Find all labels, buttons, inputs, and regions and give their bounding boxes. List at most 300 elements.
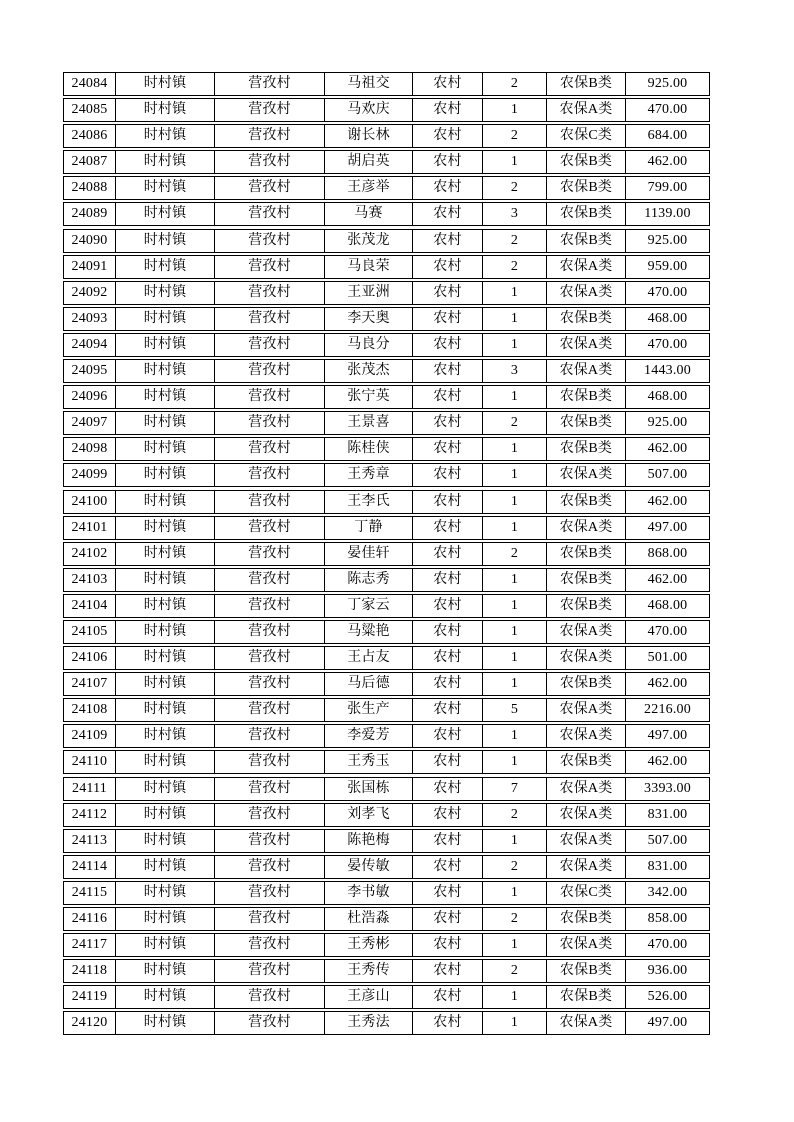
table-cell-residence-type: 农村 — [413, 202, 483, 226]
table-cell-amount: 462.00 — [626, 672, 710, 696]
table-cell-person-count: 1 — [483, 1011, 547, 1035]
table-cell-town: 时村镇 — [116, 1011, 215, 1035]
table-cell-amount: 925.00 — [626, 229, 710, 253]
table-cell-amount: 497.00 — [626, 516, 710, 540]
table-cell-village: 营孜村 — [215, 411, 325, 435]
table-cell-serial-number: 24096 — [63, 385, 116, 409]
table-cell-serial-number: 24103 — [63, 568, 116, 592]
table-cell-name: 马赛 — [325, 202, 413, 226]
table-cell-amount: 497.00 — [626, 1011, 710, 1035]
table-cell-town: 时村镇 — [116, 855, 215, 879]
table-cell-residence-type: 农村 — [413, 385, 483, 409]
table-cell-residence-type: 农村 — [413, 463, 483, 487]
table-cell-town: 时村镇 — [116, 803, 215, 827]
table-cell-insurance-category: 农保A类 — [547, 777, 626, 801]
table-cell-insurance-category: 农保A类 — [547, 463, 626, 487]
table-cell-village: 营孜村 — [215, 672, 325, 696]
table-cell-town: 时村镇 — [116, 229, 215, 253]
table-cell-village: 营孜村 — [215, 594, 325, 618]
table-row — [63, 855, 710, 879]
table-cell-serial-number: 24112 — [63, 803, 116, 827]
table-row — [63, 281, 710, 305]
table-cell-residence-type: 农村 — [413, 359, 483, 383]
table-row — [63, 98, 710, 122]
table-cell-village: 营孜村 — [215, 646, 325, 670]
table-cell-insurance-category: 农保A类 — [547, 803, 626, 827]
table-cell-amount: 342.00 — [626, 881, 710, 905]
table-cell-name: 李书敏 — [325, 881, 413, 905]
table-row — [63, 907, 710, 931]
table-cell-village: 营孜村 — [215, 777, 325, 801]
table-cell-name: 王秀玉 — [325, 750, 413, 774]
table-cell-insurance-category: 农保C类 — [547, 881, 626, 905]
table-row — [63, 307, 710, 331]
table-cell-serial-number: 24088 — [63, 176, 116, 200]
table-cell-village: 营孜村 — [215, 281, 325, 305]
table-cell-town: 时村镇 — [116, 307, 215, 331]
table-cell-village: 营孜村 — [215, 98, 325, 122]
table-cell-residence-type: 农村 — [413, 124, 483, 148]
table-cell-serial-number: 24115 — [63, 881, 116, 905]
table-cell-insurance-category: 农保B类 — [547, 672, 626, 696]
table-cell-amount: 3393.00 — [626, 777, 710, 801]
table-cell-residence-type: 农村 — [413, 229, 483, 253]
table-cell-person-count: 2 — [483, 124, 547, 148]
table-row — [63, 620, 710, 644]
table-cell-insurance-category: 农保B类 — [547, 985, 626, 1009]
table-cell-serial-number: 24109 — [63, 724, 116, 748]
table-cell-residence-type: 农村 — [413, 1011, 483, 1035]
table-cell-residence-type: 农村 — [413, 750, 483, 774]
table-cell-person-count: 1 — [483, 463, 547, 487]
table-cell-name: 马良分 — [325, 333, 413, 357]
table-cell-town: 时村镇 — [116, 72, 215, 96]
table-row — [63, 229, 710, 253]
table-cell-town: 时村镇 — [116, 359, 215, 383]
table-cell-town: 时村镇 — [116, 646, 215, 670]
table-cell-amount: 470.00 — [626, 98, 710, 122]
table-row — [63, 516, 710, 540]
table-cell-amount: 462.00 — [626, 150, 710, 174]
table-row — [63, 463, 710, 487]
table-cell-serial-number: 24087 — [63, 150, 116, 174]
table-cell-village: 营孜村 — [215, 933, 325, 957]
table-cell-residence-type: 农村 — [413, 672, 483, 696]
table-cell-village: 营孜村 — [215, 490, 325, 514]
table-cell-name: 马粱艳 — [325, 620, 413, 644]
table-row — [63, 150, 710, 174]
table-cell-residence-type: 农村 — [413, 516, 483, 540]
table-cell-person-count: 1 — [483, 646, 547, 670]
table-cell-town: 时村镇 — [116, 750, 215, 774]
table-cell-amount: 2216.00 — [626, 698, 710, 722]
table-cell-residence-type: 农村 — [413, 333, 483, 357]
table-cell-town: 时村镇 — [116, 542, 215, 566]
table-cell-insurance-category: 农保A类 — [547, 281, 626, 305]
table-cell-village: 营孜村 — [215, 881, 325, 905]
table-cell-person-count: 1 — [483, 150, 547, 174]
table-cell-amount: 470.00 — [626, 933, 710, 957]
table-cell-residence-type: 农村 — [413, 176, 483, 200]
table-cell-town: 时村镇 — [116, 568, 215, 592]
table-cell-insurance-category: 农保B类 — [547, 202, 626, 226]
table-cell-insurance-category: 农保B类 — [547, 72, 626, 96]
table-cell-town: 时村镇 — [116, 516, 215, 540]
table-cell-insurance-category: 农保B类 — [547, 437, 626, 461]
table-cell-name: 马后德 — [325, 672, 413, 696]
table-cell-name: 张茂龙 — [325, 229, 413, 253]
table-cell-town: 时村镇 — [116, 150, 215, 174]
table-cell-village: 营孜村 — [215, 150, 325, 174]
table-cell-town: 时村镇 — [116, 463, 215, 487]
table-cell-serial-number: 24110 — [63, 750, 116, 774]
table-cell-village: 营孜村 — [215, 255, 325, 279]
table-cell-insurance-category: 农保A类 — [547, 855, 626, 879]
table-cell-serial-number: 24101 — [63, 516, 116, 540]
table-cell-amount: 831.00 — [626, 855, 710, 879]
table-cell-insurance-category: 农保B类 — [547, 229, 626, 253]
table-cell-insurance-category: 农保A类 — [547, 98, 626, 122]
table-cell-town: 时村镇 — [116, 959, 215, 983]
table-cell-insurance-category: 农保A类 — [547, 698, 626, 722]
table-row — [63, 646, 710, 670]
table-cell-residence-type: 农村 — [413, 542, 483, 566]
table-cell-serial-number: 24090 — [63, 229, 116, 253]
table-row — [63, 777, 710, 801]
table-cell-town: 时村镇 — [116, 124, 215, 148]
table-cell-insurance-category: 农保B类 — [547, 542, 626, 566]
table-cell-person-count: 2 — [483, 803, 547, 827]
table-cell-amount: 470.00 — [626, 620, 710, 644]
table-cell-serial-number: 24099 — [63, 463, 116, 487]
table-cell-name: 王秀章 — [325, 463, 413, 487]
table-row — [63, 124, 710, 148]
table-cell-village: 营孜村 — [215, 124, 325, 148]
table-cell-village: 营孜村 — [215, 959, 325, 983]
table-cell-town: 时村镇 — [116, 672, 215, 696]
table-cell-town: 时村镇 — [116, 437, 215, 461]
table-cell-amount: 1443.00 — [626, 359, 710, 383]
table-cell-village: 营孜村 — [215, 985, 325, 1009]
table-cell-name: 丁家云 — [325, 594, 413, 618]
table-cell-village: 营孜村 — [215, 437, 325, 461]
table-cell-serial-number: 24086 — [63, 124, 116, 148]
table-cell-serial-number: 24100 — [63, 490, 116, 514]
table-cell-town: 时村镇 — [116, 881, 215, 905]
table-cell-village: 营孜村 — [215, 385, 325, 409]
table-cell-person-count: 7 — [483, 777, 547, 801]
table-cell-person-count: 1 — [483, 281, 547, 305]
table-cell-town: 时村镇 — [116, 411, 215, 435]
table-cell-name: 杜浩淼 — [325, 907, 413, 931]
table-cell-residence-type: 农村 — [413, 959, 483, 983]
table-cell-residence-type: 农村 — [413, 724, 483, 748]
table-row — [63, 959, 710, 983]
table-cell-person-count: 2 — [483, 255, 547, 279]
table-cell-town: 时村镇 — [116, 255, 215, 279]
table-cell-serial-number: 24102 — [63, 542, 116, 566]
table-cell-name: 王彦山 — [325, 985, 413, 1009]
table-cell-town: 时村镇 — [116, 202, 215, 226]
table-cell-serial-number: 24104 — [63, 594, 116, 618]
table-cell-name: 陈艳梅 — [325, 829, 413, 853]
table-cell-amount: 462.00 — [626, 437, 710, 461]
table-cell-name: 王占友 — [325, 646, 413, 670]
table-row — [63, 881, 710, 905]
table-cell-village: 营孜村 — [215, 542, 325, 566]
table-cell-residence-type: 农村 — [413, 150, 483, 174]
table-cell-serial-number: 24093 — [63, 307, 116, 331]
table-row — [63, 829, 710, 853]
table-cell-person-count: 2 — [483, 959, 547, 983]
table-cell-residence-type: 农村 — [413, 437, 483, 461]
table-cell-name: 陈桂侠 — [325, 437, 413, 461]
table-cell-amount: 497.00 — [626, 724, 710, 748]
table-row — [63, 568, 710, 592]
table-cell-person-count: 1 — [483, 307, 547, 331]
table-cell-village: 营孜村 — [215, 72, 325, 96]
table-cell-serial-number: 24098 — [63, 437, 116, 461]
table-cell-residence-type: 农村 — [413, 411, 483, 435]
table-cell-name: 张国栋 — [325, 777, 413, 801]
table-cell-amount: 858.00 — [626, 907, 710, 931]
table-row — [63, 933, 710, 957]
table-cell-person-count: 2 — [483, 855, 547, 879]
table-cell-village: 营孜村 — [215, 724, 325, 748]
table-cell-town: 时村镇 — [116, 777, 215, 801]
table-cell-residence-type: 农村 — [413, 620, 483, 644]
table-cell-town: 时村镇 — [116, 385, 215, 409]
table-row — [63, 750, 710, 774]
table-cell-person-count: 1 — [483, 568, 547, 592]
table-cell-town: 时村镇 — [116, 490, 215, 514]
table-cell-residence-type: 农村 — [413, 803, 483, 827]
table-cell-town: 时村镇 — [116, 698, 215, 722]
table-cell-town: 时村镇 — [116, 333, 215, 357]
table-cell-village: 营孜村 — [215, 176, 325, 200]
table-row — [63, 72, 710, 96]
table-cell-village: 营孜村 — [215, 803, 325, 827]
table-cell-name: 晏传敏 — [325, 855, 413, 879]
table-cell-amount: 831.00 — [626, 803, 710, 827]
table-cell-village: 营孜村 — [215, 229, 325, 253]
table-cell-person-count: 2 — [483, 176, 547, 200]
table-cell-village: 营孜村 — [215, 829, 325, 853]
table-cell-name: 李爱芳 — [325, 724, 413, 748]
table-cell-town: 时村镇 — [116, 985, 215, 1009]
table-cell-residence-type: 农村 — [413, 777, 483, 801]
table-cell-residence-type: 农村 — [413, 829, 483, 853]
table-cell-village: 营孜村 — [215, 333, 325, 357]
table-cell-name: 谢长林 — [325, 124, 413, 148]
table-cell-amount: 507.00 — [626, 463, 710, 487]
table-cell-name: 马祖交 — [325, 72, 413, 96]
table-cell-name: 陈志秀 — [325, 568, 413, 592]
table-row — [63, 542, 710, 566]
table-cell-serial-number: 24113 — [63, 829, 116, 853]
table-cell-name: 王秀传 — [325, 959, 413, 983]
table-cell-residence-type: 农村 — [413, 698, 483, 722]
table-cell-name: 刘孝飞 — [325, 803, 413, 827]
table-cell-insurance-category: 农保B类 — [547, 568, 626, 592]
table-row — [63, 255, 710, 279]
table-cell-insurance-category: 农保B类 — [547, 490, 626, 514]
table-cell-person-count: 2 — [483, 72, 547, 96]
table-cell-amount: 470.00 — [626, 333, 710, 357]
table-cell-person-count: 1 — [483, 829, 547, 853]
table-cell-residence-type: 农村 — [413, 594, 483, 618]
table-cell-name: 张生产 — [325, 698, 413, 722]
table-cell-person-count: 1 — [483, 385, 547, 409]
table-cell-insurance-category: 农保B类 — [547, 176, 626, 200]
table-cell-serial-number: 24108 — [63, 698, 116, 722]
table-row — [63, 437, 710, 461]
table-cell-serial-number: 24116 — [63, 907, 116, 931]
table-row — [63, 176, 710, 200]
table-cell-residence-type: 农村 — [413, 568, 483, 592]
table-cell-residence-type: 农村 — [413, 646, 483, 670]
table-cell-insurance-category: 农保A类 — [547, 516, 626, 540]
table-cell-insurance-category: 农保C类 — [547, 124, 626, 148]
table-cell-amount: 462.00 — [626, 750, 710, 774]
table-cell-serial-number: 24094 — [63, 333, 116, 357]
table-cell-name: 张茂杰 — [325, 359, 413, 383]
table-cell-name: 王景喜 — [325, 411, 413, 435]
table-cell-person-count: 1 — [483, 933, 547, 957]
table-cell-name: 王彦举 — [325, 176, 413, 200]
table-cell-town: 时村镇 — [116, 724, 215, 748]
table-cell-name: 马欢庆 — [325, 98, 413, 122]
table-cell-insurance-category: 农保B类 — [547, 594, 626, 618]
table-cell-residence-type: 农村 — [413, 72, 483, 96]
table-cell-name: 王亚洲 — [325, 281, 413, 305]
table-cell-village: 营孜村 — [215, 907, 325, 931]
table-cell-person-count: 2 — [483, 907, 547, 931]
table-cell-insurance-category: 农保A类 — [547, 646, 626, 670]
table-cell-insurance-category: 农保B类 — [547, 959, 626, 983]
table-row — [63, 411, 710, 435]
table-cell-residence-type: 农村 — [413, 907, 483, 931]
table-cell-person-count: 1 — [483, 333, 547, 357]
table-cell-person-count: 1 — [483, 881, 547, 905]
table-cell-village: 营孜村 — [215, 620, 325, 644]
table-cell-insurance-category: 农保A类 — [547, 829, 626, 853]
table-cell-name: 胡启英 — [325, 150, 413, 174]
table-cell-person-count: 1 — [483, 594, 547, 618]
table-cell-amount: 470.00 — [626, 281, 710, 305]
table-cell-person-count: 2 — [483, 229, 547, 253]
table-cell-serial-number: 24114 — [63, 855, 116, 879]
table-cell-insurance-category: 农保B类 — [547, 411, 626, 435]
table-cell-village: 营孜村 — [215, 1011, 325, 1035]
table-cell-person-count: 3 — [483, 202, 547, 226]
table-cell-town: 时村镇 — [116, 620, 215, 644]
table-cell-insurance-category: 农保B类 — [547, 907, 626, 931]
table-cell-serial-number: 24092 — [63, 281, 116, 305]
table-cell-name: 王秀彬 — [325, 933, 413, 957]
table-cell-residence-type: 农村 — [413, 933, 483, 957]
table-row — [63, 359, 710, 383]
table-cell-insurance-category: 农保A类 — [547, 359, 626, 383]
beneficiary-table — [63, 72, 710, 1037]
table-cell-amount: 462.00 — [626, 568, 710, 592]
table-cell-amount: 526.00 — [626, 985, 710, 1009]
table-cell-village: 营孜村 — [215, 202, 325, 226]
table-cell-serial-number: 24106 — [63, 646, 116, 670]
table-cell-name: 李天奥 — [325, 307, 413, 331]
table-cell-amount: 959.00 — [626, 255, 710, 279]
table-cell-village: 营孜村 — [215, 855, 325, 879]
table-cell-insurance-category: 农保B类 — [547, 385, 626, 409]
table-cell-amount: 501.00 — [626, 646, 710, 670]
table-cell-village: 营孜村 — [215, 516, 325, 540]
table-cell-amount: 799.00 — [626, 176, 710, 200]
table-cell-person-count: 1 — [483, 98, 547, 122]
table-cell-amount: 868.00 — [626, 542, 710, 566]
table-row — [63, 1011, 710, 1035]
table-cell-residence-type: 农村 — [413, 281, 483, 305]
table-cell-insurance-category: 农保A类 — [547, 933, 626, 957]
table-cell-insurance-category: 农保A类 — [547, 724, 626, 748]
table-cell-village: 营孜村 — [215, 307, 325, 331]
table-cell-residence-type: 农村 — [413, 255, 483, 279]
table-cell-residence-type: 农村 — [413, 98, 483, 122]
table-cell-residence-type: 农村 — [413, 855, 483, 879]
table-cell-insurance-category: 农保B类 — [547, 750, 626, 774]
table-cell-name: 丁静 — [325, 516, 413, 540]
table-cell-amount: 462.00 — [626, 490, 710, 514]
table-cell-person-count: 2 — [483, 542, 547, 566]
table-cell-village: 营孜村 — [215, 359, 325, 383]
table-cell-person-count: 5 — [483, 698, 547, 722]
table-cell-village: 营孜村 — [215, 568, 325, 592]
table-row — [63, 698, 710, 722]
table-cell-insurance-category: 农保B类 — [547, 150, 626, 174]
table-cell-town: 时村镇 — [116, 829, 215, 853]
table-cell-town: 时村镇 — [116, 176, 215, 200]
table-cell-town: 时村镇 — [116, 933, 215, 957]
table-cell-serial-number: 24107 — [63, 672, 116, 696]
table-row — [63, 724, 710, 748]
table-cell-serial-number: 24120 — [63, 1011, 116, 1035]
table-cell-residence-type: 农村 — [413, 985, 483, 1009]
table-cell-amount: 1139.00 — [626, 202, 710, 226]
table-cell-insurance-category: 农保B类 — [547, 307, 626, 331]
table-cell-village: 营孜村 — [215, 463, 325, 487]
table-cell-serial-number: 24118 — [63, 959, 116, 983]
table-cell-insurance-category: 农保A类 — [547, 255, 626, 279]
table-cell-serial-number: 24084 — [63, 72, 116, 96]
table-cell-amount: 507.00 — [626, 829, 710, 853]
table-cell-town: 时村镇 — [116, 98, 215, 122]
table-row — [63, 385, 710, 409]
table-cell-serial-number: 24091 — [63, 255, 116, 279]
table-cell-town: 时村镇 — [116, 907, 215, 931]
table-row — [63, 490, 710, 514]
table-cell-amount: 684.00 — [626, 124, 710, 148]
table-cell-insurance-category: 农保A类 — [547, 620, 626, 644]
table-cell-serial-number: 24085 — [63, 98, 116, 122]
table-cell-person-count: 1 — [483, 516, 547, 540]
table-cell-residence-type: 农村 — [413, 881, 483, 905]
table-cell-serial-number: 24089 — [63, 202, 116, 226]
table-cell-village: 营孜村 — [215, 698, 325, 722]
table-cell-person-count: 1 — [483, 620, 547, 644]
table-cell-amount: 468.00 — [626, 385, 710, 409]
table-row — [63, 985, 710, 1009]
table-cell-residence-type: 农村 — [413, 307, 483, 331]
table-cell-amount: 468.00 — [626, 307, 710, 331]
